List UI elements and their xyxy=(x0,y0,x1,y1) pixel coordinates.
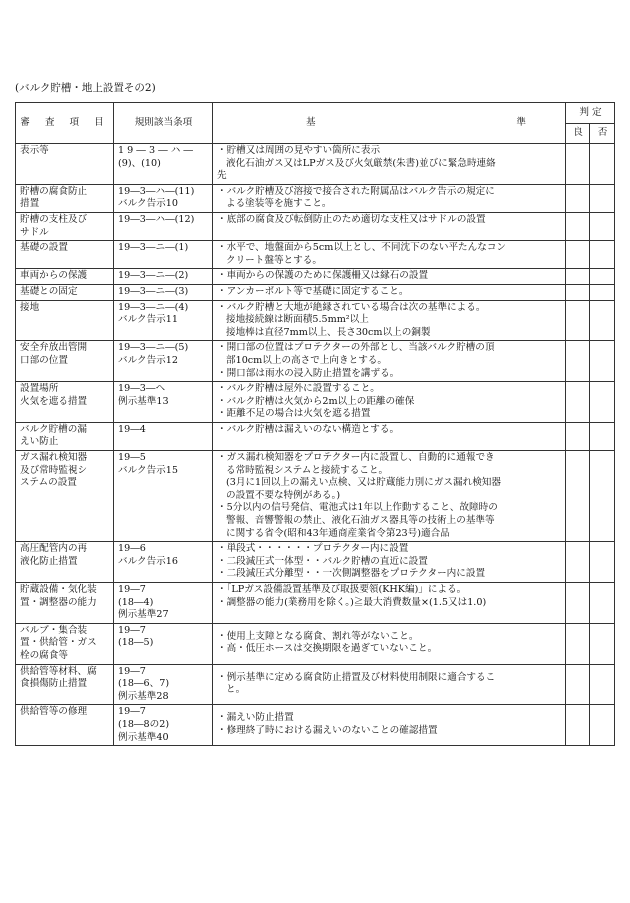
standard-cell xyxy=(213,664,566,705)
judge-ng-cell xyxy=(590,705,615,746)
table-row xyxy=(16,705,615,746)
standard-text: る常時監視システムと接続すること。 xyxy=(226,464,389,476)
clause-text: バルク告示12 xyxy=(118,354,178,366)
header-judge: 判 定 xyxy=(566,103,615,124)
clause-cell xyxy=(114,422,213,450)
judge-ok-cell xyxy=(566,623,590,664)
standard-text: ・二段減圧式分離型・・一次側調整器をプロテクター内に設置 xyxy=(217,568,486,580)
standard-cell xyxy=(213,144,566,185)
judge-ng-cell xyxy=(590,664,615,705)
standard-text: ・バルク貯槽及び溶接で接合された附属品はバルク告示の規定に xyxy=(217,185,495,197)
judge-ng-cell xyxy=(590,184,615,212)
item-text: 基礎の設置 xyxy=(20,242,68,254)
clause-cell xyxy=(114,542,213,583)
judge-ok-cell xyxy=(566,284,590,300)
standard-text: (3月に1回以上の漏えい点検、又は貯蔵能力別にガス漏れ検知器 xyxy=(226,477,501,489)
clause-text: 19―7 xyxy=(118,665,146,677)
standard-text: ・例示基準に定める腐食防止措置及び材料使用制限に適合するこ xyxy=(217,671,496,683)
item-text: 液化防止措置 xyxy=(20,555,78,567)
standard-text: 液化石油ガス又はLPガス及び火気厳禁(朱書)並びに緊急時連絡 xyxy=(226,157,496,169)
standard-cell xyxy=(213,212,566,240)
standard-text: ・バルク貯槽は屋外に設置すること。 xyxy=(217,383,380,395)
judge-ok-cell xyxy=(566,212,590,240)
standard-cell xyxy=(213,284,566,300)
standard-cell xyxy=(213,341,566,382)
table-row xyxy=(16,269,615,285)
item-text: えい防止 xyxy=(20,436,59,448)
clause-text: 19―3―ハ―(11) xyxy=(118,185,195,197)
clause-cell xyxy=(114,144,213,185)
item-text: 供給管等の修理 xyxy=(20,706,88,718)
standard-text: ・二段減圧式一体型・・バルク貯槽の直近に設置 xyxy=(217,555,428,567)
judge-ok-cell xyxy=(566,269,590,285)
clause-cell xyxy=(114,269,213,285)
clause-text: バルク告示11 xyxy=(118,314,178,326)
judge-ng-cell xyxy=(590,382,615,423)
item-text: 栓の腐食等 xyxy=(20,649,68,661)
clause-cell xyxy=(114,382,213,423)
clause-text: (18―4) xyxy=(118,596,154,608)
item-text: 接地 xyxy=(20,301,40,313)
table-row xyxy=(16,664,615,705)
standard-text: クリート盤等とする。 xyxy=(226,254,322,266)
clause-text: (18―6、7) xyxy=(118,678,170,690)
item-cell xyxy=(16,382,114,423)
clause-text: 19―3―ニ―(3) xyxy=(118,285,189,297)
table-row xyxy=(16,382,615,423)
judge-ok-cell xyxy=(566,144,590,185)
standard-text: 先 xyxy=(217,170,227,182)
standard-cell xyxy=(213,241,566,269)
clause-text: 19―4 xyxy=(118,423,146,435)
item-text: 車両からの保護 xyxy=(20,270,88,282)
clause-text: (18―5) xyxy=(118,637,154,649)
judge-ok-cell xyxy=(566,241,590,269)
judge-ng-cell xyxy=(590,241,615,269)
item-text: 貯蔵設備・気化装 xyxy=(20,584,97,595)
standard-text: ・高・低圧ホースは交換期限を過ぎていないこと。 xyxy=(217,643,438,655)
table-row xyxy=(16,583,615,624)
item-text: バルブ・集合装 xyxy=(20,624,88,636)
clause-text: 例示基準13 xyxy=(118,395,169,407)
standard-cell xyxy=(213,451,566,542)
standard-text: ・距離不足の場合は火気を遮る措置 xyxy=(217,408,371,420)
item-cell xyxy=(16,144,114,185)
item-text: サドル xyxy=(20,226,49,238)
clause-text: 19―3―ニ―(5) xyxy=(118,342,189,354)
clause-text: 19―7 xyxy=(118,584,146,595)
standard-text: ・底部の腐食及び転倒防止のため適切な支柱又はサドルの設置 xyxy=(217,213,486,225)
standard-cell xyxy=(213,705,566,746)
judge-ng-cell xyxy=(590,623,615,664)
standard-text: ・水平で、地盤面から5cm以上とし、不同沈下のない平たんなコン xyxy=(217,242,507,254)
item-text: 貯槽の支柱及び xyxy=(20,213,88,225)
item-text: 措置 xyxy=(20,198,40,210)
clause-text: 例示基準27 xyxy=(118,609,169,621)
standard-text: に関する省令(昭和43年通商産業省令第23号)適合品 xyxy=(226,527,450,539)
clause-text: 19―3―ヘ xyxy=(118,383,166,395)
standard-cell xyxy=(213,269,566,285)
item-cell xyxy=(16,212,114,240)
clause-text: 例示基準28 xyxy=(118,690,169,702)
judge-ng-cell xyxy=(590,269,615,285)
item-text: 貯槽の腐食防止 xyxy=(20,185,88,197)
clause-text: 1 9 ― 3 ― ハ ― xyxy=(118,145,193,156)
clause-text: (9)、(10) xyxy=(118,157,161,169)
item-text: 高圧配管内の再 xyxy=(20,543,88,555)
standard-text: ・アンカーボルト等で基礎に固定すること。 xyxy=(217,285,409,297)
item-text: 口部の位置 xyxy=(20,354,68,366)
standard-text: ・単段式・・・・・・プロテクター内に設置 xyxy=(217,543,409,555)
clause-text: 19―6 xyxy=(118,543,146,555)
clause-text: 19―3―ニ―(1) xyxy=(118,242,189,254)
item-text: ステムの設置 xyxy=(20,477,77,489)
item-cell xyxy=(16,269,114,285)
table-row xyxy=(16,184,615,212)
judge-ng-cell xyxy=(590,212,615,240)
standard-text: ・5分以内の信号発信、電池式は1年以上作動すること、故障時の xyxy=(217,502,498,514)
header-ok: 良 xyxy=(566,124,590,144)
standard-text: ・バルク貯槽と大地が絶縁されている場合は次の基準による。 xyxy=(217,301,486,313)
judge-ng-cell xyxy=(590,300,615,341)
judge-ok-cell xyxy=(566,705,590,746)
item-text: 置・供給管・ガス xyxy=(20,637,97,649)
judge-ok-cell xyxy=(566,382,590,423)
clause-cell xyxy=(114,212,213,240)
item-text: 設置場所 xyxy=(20,383,59,395)
header-item: 審 査 項 目 xyxy=(16,103,114,144)
clause-text: バルク告示10 xyxy=(118,198,178,210)
standard-text: ・開口部の位置はプロテクターの外部とし、当該バルク貯槽の頂 xyxy=(217,342,495,354)
clause-cell xyxy=(114,623,213,664)
standard-text: ・使用上支障となる腐食、割れ等がないこと。 xyxy=(217,630,419,642)
item-cell xyxy=(16,422,114,450)
item-text: 表示等 xyxy=(20,145,49,156)
item-cell xyxy=(16,705,114,746)
standard-text: ・修理終了時における漏えいのないことの確認措置 xyxy=(217,724,438,736)
judge-ok-cell xyxy=(566,422,590,450)
item-cell xyxy=(16,583,114,624)
judge-ok-cell xyxy=(566,300,590,341)
clause-cell xyxy=(114,341,213,382)
judge-ng-cell xyxy=(590,542,615,583)
item-cell xyxy=(16,623,114,664)
standard-text: ・車両からの保護のために保護柵又は縁石の設置 xyxy=(217,270,429,282)
standard-text: ・漏えい防止措置 xyxy=(217,712,294,724)
standard-cell xyxy=(213,382,566,423)
item-text: 安全弁放出管開 xyxy=(20,342,88,354)
standard-cell xyxy=(213,422,566,450)
judge-ng-cell xyxy=(590,583,615,624)
table-row xyxy=(16,212,615,240)
standard-text: ・バルク貯槽は火気から2m以上の距離の確保 xyxy=(217,395,415,407)
table-row xyxy=(16,341,615,382)
clause-cell xyxy=(114,583,213,624)
standard-cell xyxy=(213,583,566,624)
clause-text: 19―3―ニ―(4) xyxy=(118,301,189,313)
item-text: バルク貯槽の漏 xyxy=(20,423,87,435)
item-text: 食損傷防止措置 xyxy=(20,678,88,690)
standard-text: 警報、音響警報の禁止、液化石油ガス器具等の技術上の基準等 xyxy=(226,515,495,527)
item-text: 供給管等材料、腐 xyxy=(20,665,97,677)
judge-ok-cell xyxy=(566,184,590,212)
clause-cell xyxy=(114,451,213,542)
standard-cell xyxy=(213,542,566,583)
clause-text: バルク告示15 xyxy=(118,464,178,476)
judge-ok-cell xyxy=(566,451,590,542)
header-ng: 否 xyxy=(590,124,615,144)
clause-cell xyxy=(114,300,213,341)
clause-text: 例示基準40 xyxy=(118,731,169,743)
table-row xyxy=(16,300,615,341)
clause-cell xyxy=(114,664,213,705)
inspection-table xyxy=(15,102,615,746)
item-cell xyxy=(16,300,114,341)
item-text: ガス漏れ検知器 xyxy=(20,452,88,464)
table-row xyxy=(16,241,615,269)
judge-ok-cell xyxy=(566,341,590,382)
standard-text: よる塗装等を施すこと。 xyxy=(226,198,332,210)
judge-ok-cell xyxy=(566,583,590,624)
table-row xyxy=(16,284,615,300)
header-clause: 規則該当条項 xyxy=(114,103,213,144)
standard-cell xyxy=(213,623,566,664)
clause-cell xyxy=(114,705,213,746)
judge-ok-cell xyxy=(566,542,590,583)
standard-text: 接地棒は直径7mm以上、長さ30cm以上の銅製 xyxy=(226,326,431,338)
table-row xyxy=(16,422,615,450)
clause-cell xyxy=(114,241,213,269)
item-cell xyxy=(16,241,114,269)
item-text: 置・調整器の能力 xyxy=(20,596,97,608)
standard-text: 接地接続線は断面積5.5mm²以上 xyxy=(226,314,369,326)
clause-text: 19―7 xyxy=(118,624,146,636)
standard-text: ・ガス漏れ検知器をプロテクター内に設置し、自動的に通報でき xyxy=(217,452,495,464)
clause-cell xyxy=(114,284,213,300)
standard-text: ・「LPガス設備設置基準及び取扱要領(KHK編)」による。 xyxy=(217,584,467,595)
header-kijun: 基 準 xyxy=(213,103,566,144)
standard-cell xyxy=(213,300,566,341)
item-cell xyxy=(16,451,114,542)
clause-text: 19―3―ニ―(2) xyxy=(118,270,189,282)
table-row xyxy=(16,144,615,185)
standard-text: と。 xyxy=(226,684,246,696)
standard-text: の設置不要な特例がある。) xyxy=(226,489,341,501)
clause-text: (18―8の2) xyxy=(118,718,170,730)
item-text: 基礎との固定 xyxy=(20,285,78,297)
item-cell xyxy=(16,341,114,382)
clause-text: 19―5 xyxy=(118,452,146,464)
table-caption: (バルク貯槽・地上設置その2) xyxy=(15,82,156,94)
standard-text: 部10cm以上の高さで上向きとする。 xyxy=(226,354,387,366)
item-cell xyxy=(16,284,114,300)
standard-text: ・開口部は雨水の浸入防止措置を講ずる。 xyxy=(217,367,400,379)
clause-text: 19―7 xyxy=(118,706,146,718)
clause-text: バルク告示16 xyxy=(118,555,178,567)
standard-text: ・調整器の能力(業務用を除く。)≧最大消費数量×(1.5又は1.0) xyxy=(217,596,487,608)
table-row xyxy=(16,451,615,542)
judge-ng-cell xyxy=(590,284,615,300)
clause-text: 19―3―ハ―(12) xyxy=(118,213,195,225)
judge-ng-cell xyxy=(590,451,615,542)
item-text: 火気を遮る措置 xyxy=(20,395,88,407)
standard-cell xyxy=(213,184,566,212)
judge-ng-cell xyxy=(590,341,615,382)
judge-ng-cell xyxy=(590,422,615,450)
item-text: 及び常時監視シ xyxy=(20,464,88,476)
standard-text: ・バルク貯槽は漏えいのない構造とする。 xyxy=(217,423,400,435)
judge-ok-cell xyxy=(566,664,590,705)
table-row xyxy=(16,542,615,583)
item-cell xyxy=(16,664,114,705)
item-cell xyxy=(16,184,114,212)
item-cell xyxy=(16,542,114,583)
clause-cell xyxy=(114,184,213,212)
table-row xyxy=(16,623,615,664)
standard-text: ・貯槽又は周囲の見やすい箇所に表示 xyxy=(217,145,381,156)
judge-ng-cell xyxy=(590,144,615,185)
